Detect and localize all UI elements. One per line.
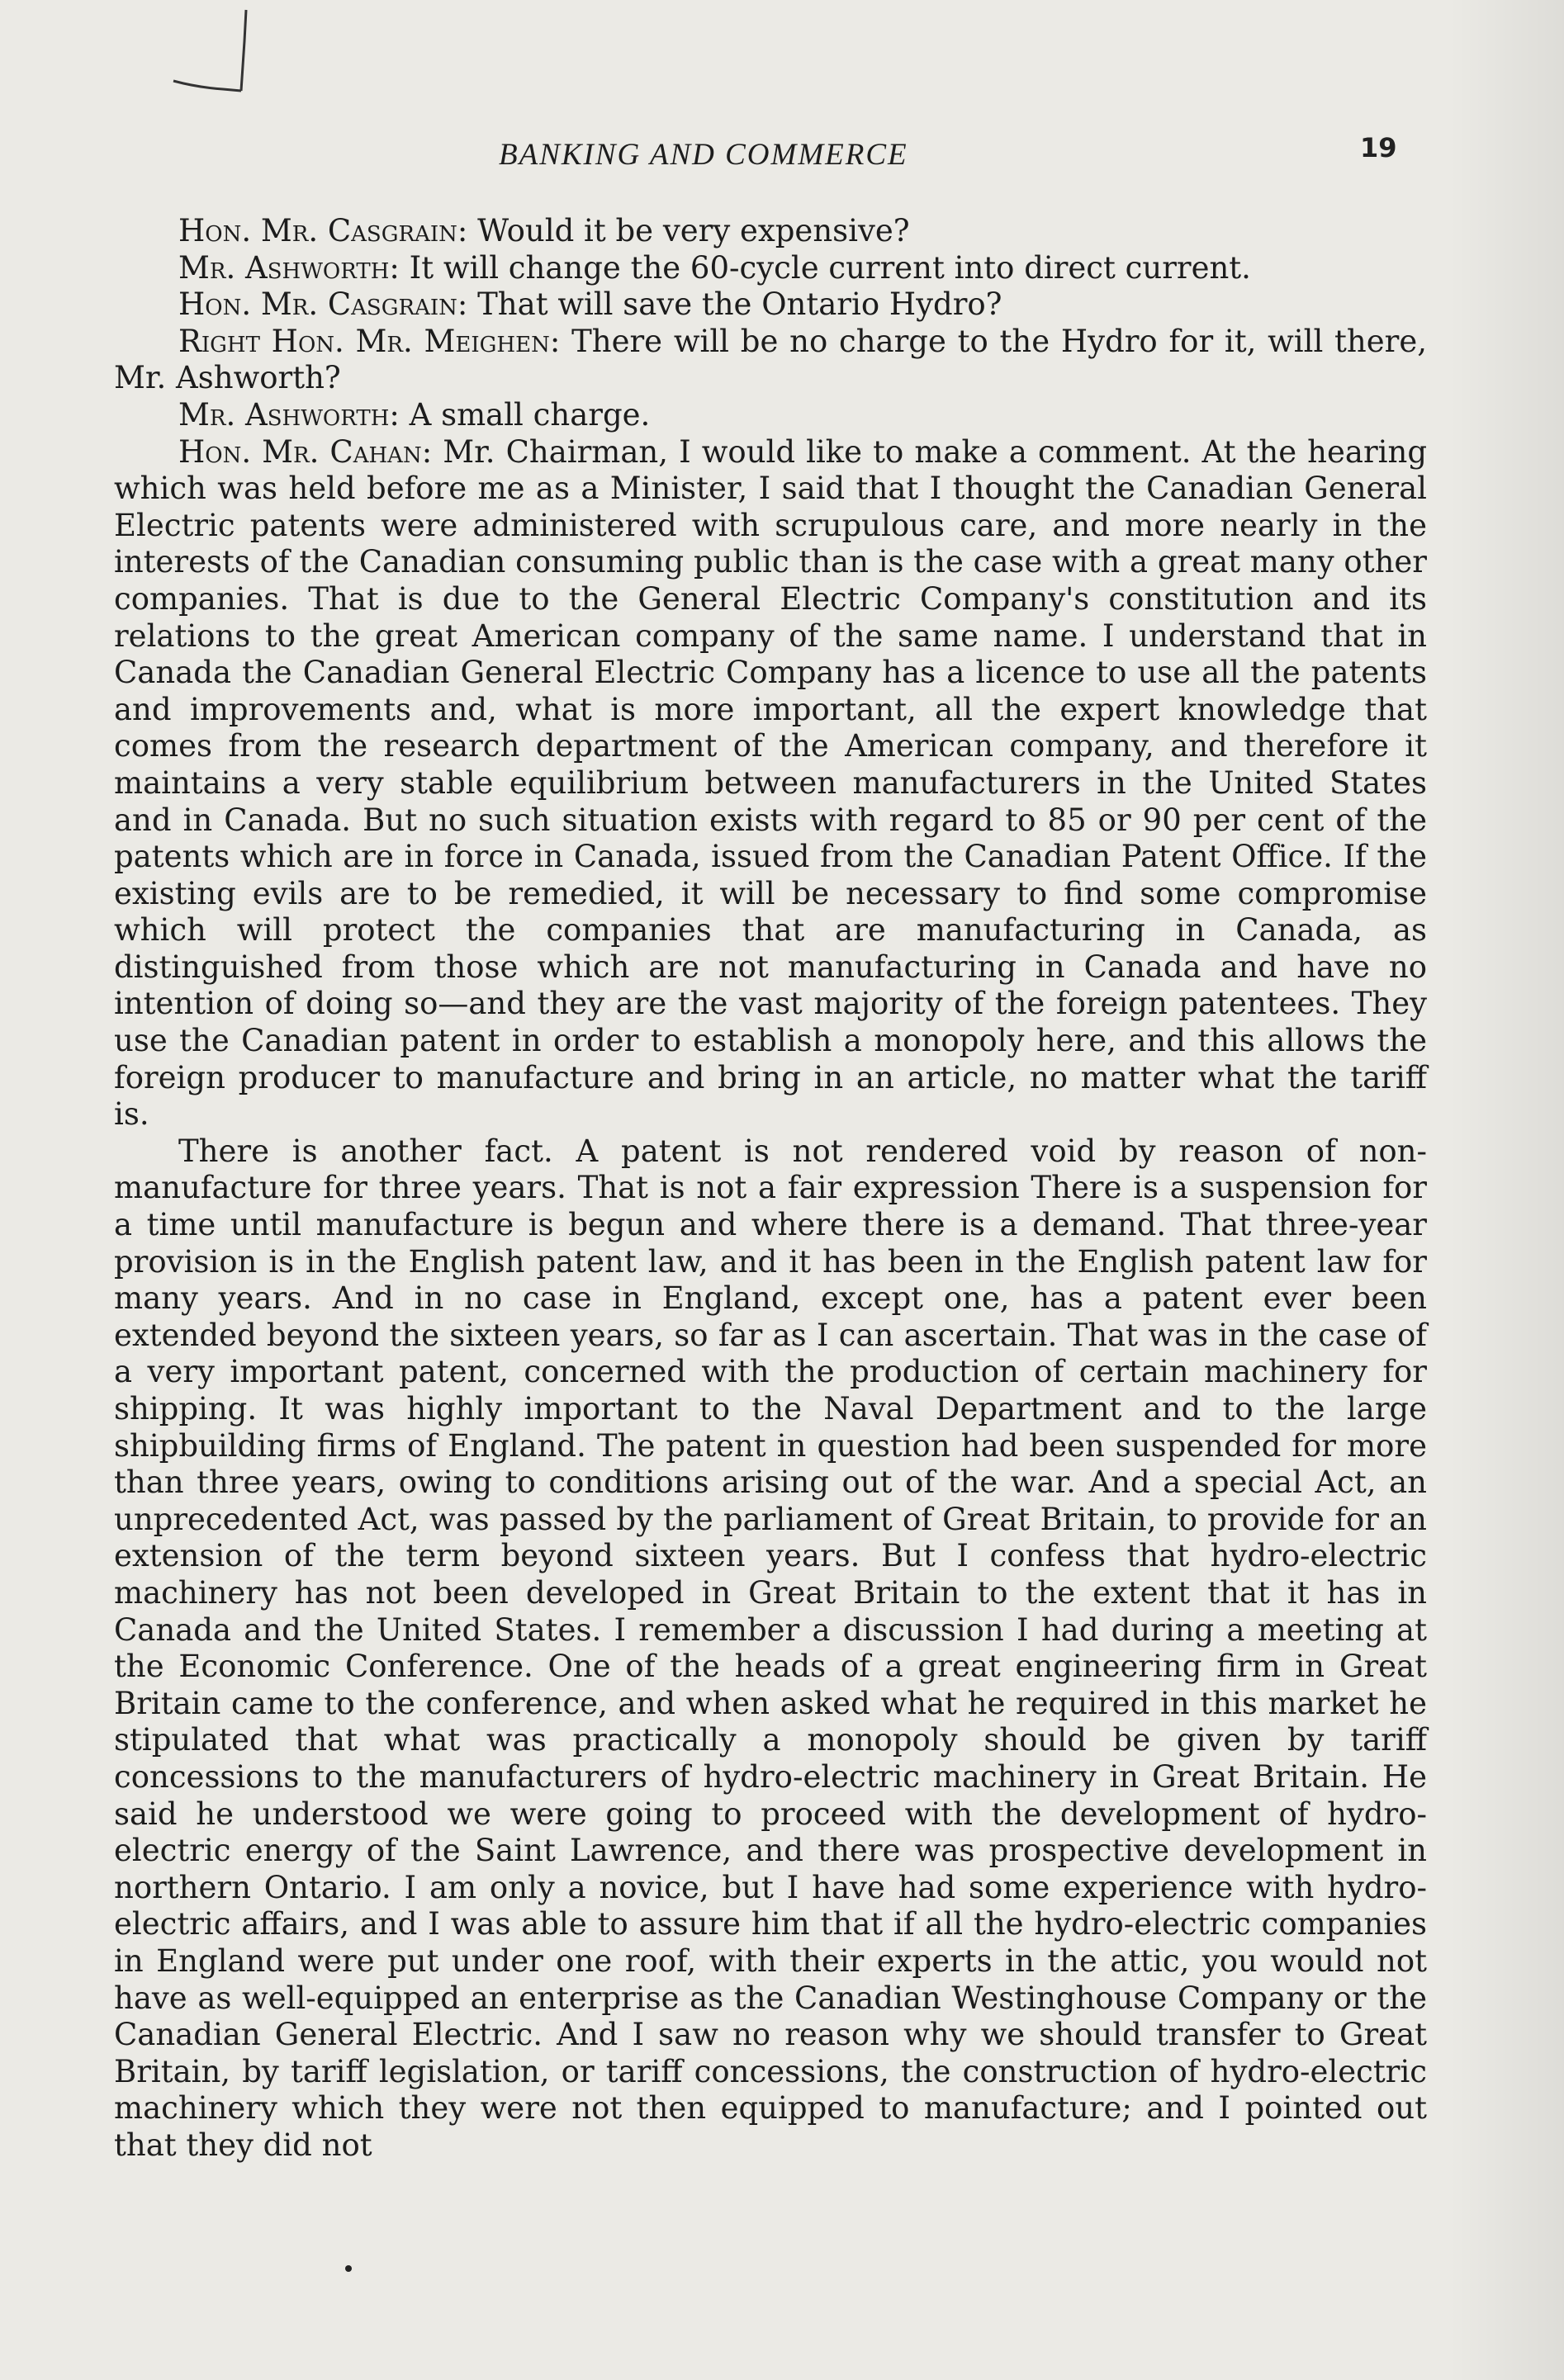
paragraph-text: That will save the Ontario Hydro? (477, 286, 1002, 323)
paragraph (114, 250, 1427, 287)
running-head: BANKING AND COMMERCE (499, 138, 908, 172)
paragraph-text: There will be no charge to the Hydro for it, will there, Mr. Ashworth? (114, 323, 1427, 396)
paragraph (114, 213, 1427, 250)
scan-edge-shadow (1448, 0, 1564, 2380)
paragraph-text: It will change the 60-cycle current into direct current. (409, 249, 1251, 286)
page-number: 19 (1360, 132, 1397, 163)
paragraph-text: Would it be very expensive? (477, 213, 910, 248)
speaker-name: Hon. Mr. Cahan: (178, 433, 433, 470)
paragraph-text: There is another fact. A patent is not rendered void by reason of non-manufacture for three years. That is not a fair expression There is a suspension for a time until manufacture is begun and where there is a demand. That three-year provision is in the English patent law, and it has been in the English patent law for many years. And in no case in England, except one, has a patent ever been extended beyond the sixteen years, so far as I can ascertain. That was in the case of a very important patent, concerned with the production of certain machinery for shipping. It was highly important to the Naval Department and to the large shipbuilding firms of England. The patent in question had been suspended for more than three years, owing to conditions arising out of the war. And a special Act, an unprecedented Act, was passed by the parliament of Great Britain, to provide for an extension of the term beyond sixteen years. But I confess that hydro-electric machinery has not been developed in Great Britain to the extent that it has in Canada and the United States. I remember a discussion I had during a meeting at the Economic Conference. One of the heads of a great engineering firm in Great Britain came to the conference, and when asked what he required in this market he stipulated that what was practically a monopoly should be given by tariff concessions to the manufacturers of hydro-electric machinery in Great Britain. He said he understood we were going to proceed with the development of hydro-electric energy of the Saint Lawrence, and there was prospective development in northern Ontario. I am only a novice, but I have had some experience with hydro-electric affairs, and I was able to assure him that if all the hydro-electric companies in England were put under one roof, with their experts in the attic, you would not have as well-equipped an enterprise as the Canadian Westinghouse Company or the Canadian General Electric. And I saw no reason why we should transfer to Great Britain, by tariff legislation, or tariff concessions, the construction of hydro-electric machinery which they were not then equipped to manufacture; and I pointed out that they did not (114, 1133, 1427, 2163)
paragraph-text: A small charge. (409, 396, 651, 433)
paragraph (114, 434, 1427, 1133)
speaker-name: Mr. Ashworth: (178, 396, 400, 433)
transcript-body (114, 213, 1427, 2164)
paragraph (114, 397, 1427, 434)
stray-ink-dot (345, 2265, 352, 2272)
paragraph (114, 324, 1427, 397)
paragraph (114, 1133, 1427, 2165)
speaker-name: Mr. Ashworth: (178, 249, 400, 286)
margin-pen-mark (165, 8, 264, 99)
speaker-name: Right Hon. Mr. Meighen: (178, 323, 561, 359)
speaker-name: Hon. Mr. Casgrain: (178, 213, 468, 248)
paragraph (114, 286, 1427, 324)
paragraph-text: Mr. Chairman, I would like to make a comment. At the hearing which was held before me as a Minister, I said that I thought the Canadian General Electric patents were administered with scrupulous care, and more nearly in the interests of the Canadian consuming public than is the case with a great many other companies. That is due to the General Electric Company's constitution and its relations to the great American company of the same name. I understand that in Canada the Canadian General Electric Company has a licence to use all the patents and improvements and, what is more important, all the expert knowledge that comes from the research department of the American company, and therefore it maintains a very stable equilibrium between manufacturers in the United States and in Canada. But no such situation exists with regard to 85 or 90 per cent of the patents which are in force in Canada, issued from the Canadian Patent Office. If the existing evils are to be remedied, it will be necessary to find some compromise which will protect the companies that are manufacturing in Canada, as distinguished from those which are not manufacturing in Canada and have no intention of doing so—and they are the vast majority of the foreign patentees. They use the Canadian patent in order to establish a monopoly here, and this allows the foreign producer to manufacture and bring in an article, no matter what the tariff is. (114, 433, 1427, 1133)
speaker-name: Hon. Mr. Casgrain: (178, 286, 468, 323)
